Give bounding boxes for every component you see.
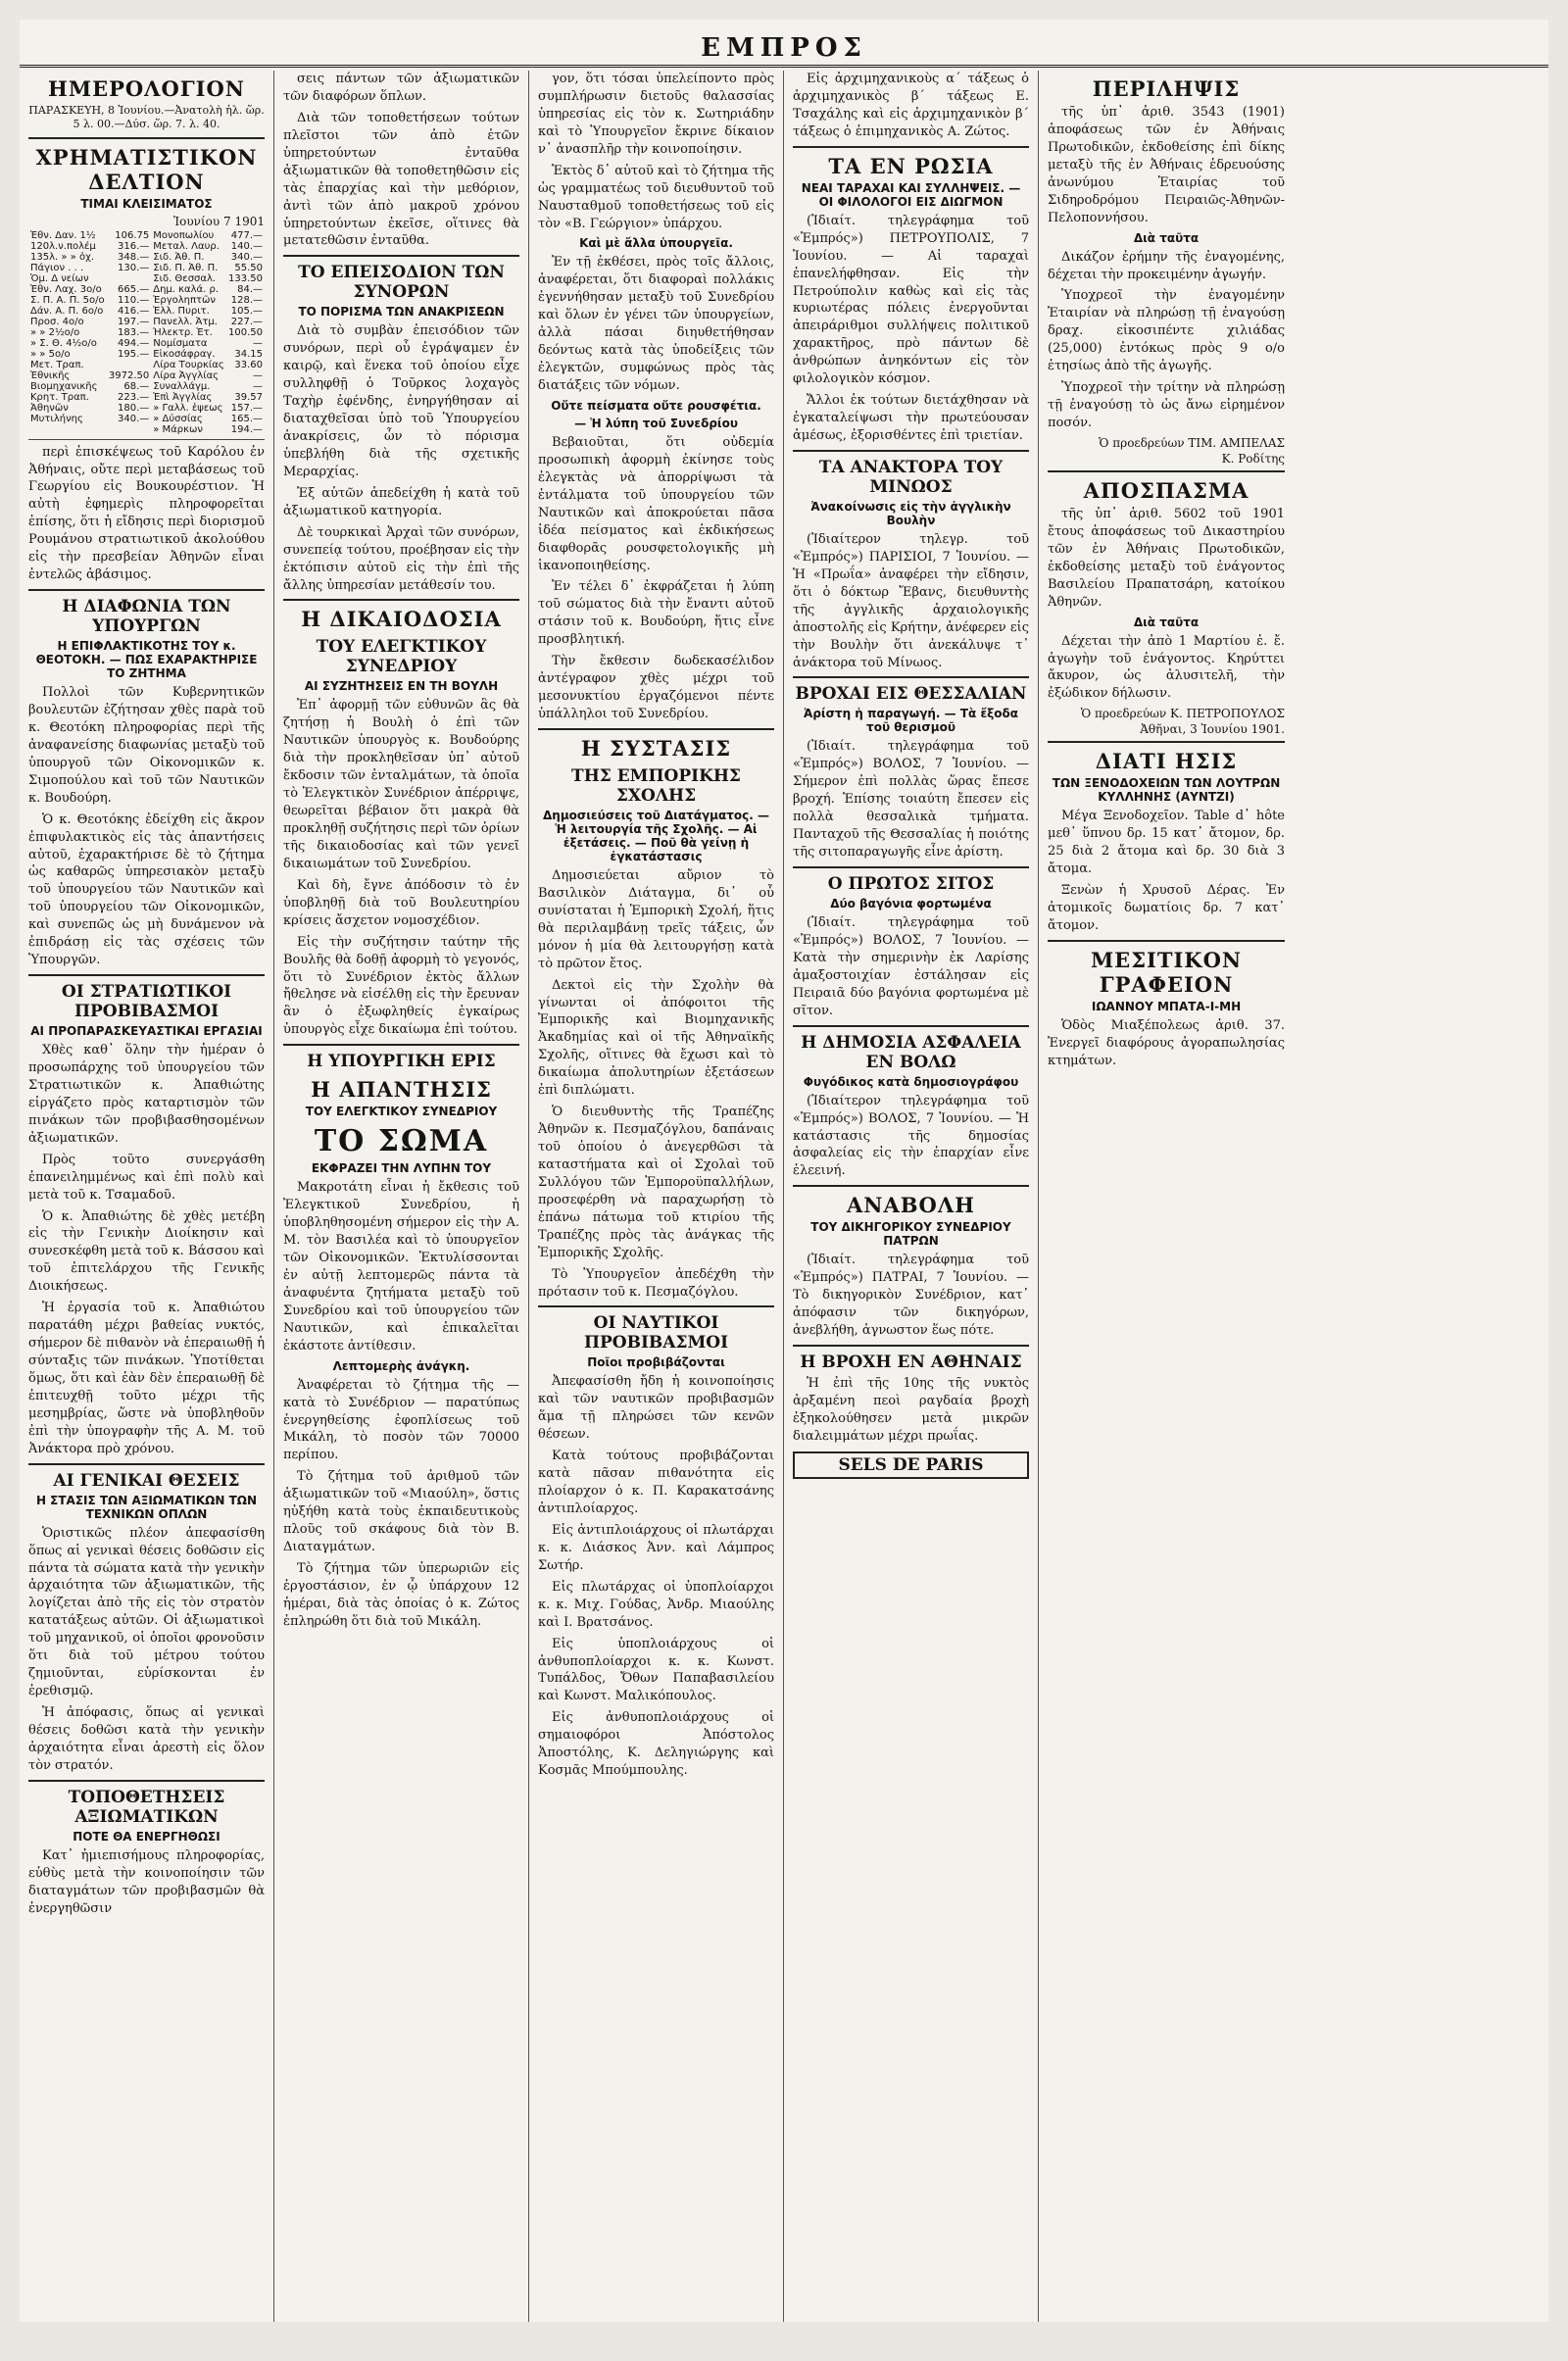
article-title-large: ΤΟ ΣΩΜΑ [314, 1124, 489, 1159]
article-paragraph: Βεβαιοῦται, ὅτι οὐδεμία προσωπικὴ ἀφορμὴ ἐκίνησε τοὺς ἐλεγκτὰς νὰ ἀπορρίψωσι τὰ ἐντάλματα τοῦ ὑπουργείου τῶν Ναυτικῶν καὶ ἀποκρούεται πᾶσα ἰδέα πείσματος καὶ ἐκδικήσεως διαφθορᾶς ρουσφετολογικῆς μὴ ἱκανοποιηθείσης. [538, 434, 774, 573]
market-value: — [253, 369, 263, 381]
divider [793, 1025, 1029, 1027]
article-paragraph: (Ἰδιαίτ. τηλεγράφημα τοῦ «Ἐμπρός») ΠΕΤΡΟΥΠΟΛΙΣ, 7 Ἰουνίου. — Αἱ ταραχαὶ ἐπανελήφθησαν. Εἰς τὴν Πετρούπολιν καθὼς καὶ εἰς τὰς κυριωτέρας πόλεις ἐνεργοῦνται ἀπειράριθμοι συλλήψεις πολιτικοῦ χαρακτῆρος, πρὸ πάντων δὲ ἀνθρώπων ἀνηκόντων εἰς τὸν φιλολογικὸν κόσμον. [793, 213, 1029, 387]
market-label: Πανελλ. Ἀτμ. [153, 316, 218, 327]
section-lead: Καὶ μὲ ἄλλα ὑπουργεῖα. [579, 236, 733, 251]
market-row [28, 414, 265, 424]
article-subtitle: Ἀρίστη ἡ παραγωγή. — Τὰ ἔξοδα τοῦ θερισμοῦ [804, 707, 1018, 735]
article-paragraph: Ἐν τῇ ἐκθέσει, πρὸς τοῖς ἄλλοις, ἀναφέρεται, ὅτι διαφοραὶ πολλάκις ἐγεννήθησαν μεταξὺ τοῦ Συνεδρίου καὶ ὅλων ἐν γένει τῶν ὑπουργείων, ἀλλὰ πάσαι διηυθετήθησαν δεόντως κατὰ τὰς ὑποδείξεις τῶν ἐλεγκτῶν, συμφώνως πρὸς τὰς διατάξεις τῶν νόμων. [538, 255, 774, 393]
article-paragraph: Ἄλλοι ἐκ τούτων διετάχθησαν νὰ ἐγκαταλείψωσι τὴν πρωτεύουσαν ἀμέσως, ἐξορισθέντες ἐπὶ τριετίαν. [793, 393, 1029, 443]
article-paragraph: Ἡ ἐργασία τοῦ κ. Ἀπαθιώτου παρατάθη μέχρι βαθείας νυκτός, σήμερον δὲ πιθανὸν νὰ ἐπεραιωθῇ ἡ σύνταξις τῶν πινάκων. Ὑποτίθεται ὅμως, ὅτι καὶ ἐὰν δὲν ἐπεραιωθῇ δὲ ἐπιτευχθῇ τοῦτο μέχρι τῆς μεσημβρίας, ὥστε νὰ ὑποβληθοῦν ἐπὶ τὴν ὑπογραφὴν τῆς Α. Μ. τοῦ Ἀνάκτορα πρὸ χρόνου. [28, 1301, 265, 1456]
market-label: Σιδ. Θεσσαλ. [153, 272, 217, 284]
market-value: 197.— [117, 316, 150, 327]
market-row [28, 370, 265, 381]
market-row [28, 392, 265, 403]
financial-title: ΧΡΗΜΑΤΙΣΤΙΚΟΝ ΔΕΛΤΙΟΝ [35, 144, 258, 194]
article-paragraph: (Ἰδιαίτερον τηλεγράφημα τοῦ «Ἐμπρός») ΒΟΛΟΣ, 7 Ἰουνίου. — Ἡ κατάστασις τῆς δημοσίας ἀσφαλείας εἰς τὴν ἐπαρχίαν εἶνε ἐλεεινή. [793, 1093, 1029, 1179]
market-row [28, 338, 265, 349]
ad-title: ΔΙΑΤΙ ΗΣΙΣ [1095, 749, 1238, 774]
market-value: 110.— [117, 294, 150, 306]
market-row [28, 230, 265, 241]
notice-signature: Ὁ προεδρεύων ΤΙΜ. ΑΜΠΕΛΑΣ [1099, 435, 1285, 450]
market-value [107, 273, 151, 284]
market-label: Βιομηχανικῆς [30, 380, 98, 392]
notice-paragraph: τῆς ὑπ᾽ ἀριθ. 5602 τοῦ 1901 ἔτους ἀποφάσεως τοῦ Δικαστηρίου τῶν ἐν Ἀθήναις Πρωτοδικῶν, ἐκδοθείσης μεταξὺ τοῦ ἐνάγοντος Βασιλείου Πραπατσάρη, κατοίκου Ἀθηνῶν. [1048, 506, 1285, 610]
article-paragraph: Ὁ κ. Θεοτόκης ἐδείχθη εἰς ἄκρον ἐπιφυλακτικὸς εἰς τὰς ἀπαντήσεις αὐτοῦ, ἐχαρακτήρισε δὲ τὸ ζήτημα ὡς καθαρῶς ὑπηρεσιακὸν μεταξὺ τοῦ ὑπουργείου τῶν Ναυτικῶν καὶ τοῦ ὑπουργείου τῶν Οἰκονομικῶν, καὶ συνεπῶς ὡς μὴ δυνάμενον νὰ ἐπιδράσῃ εἰς τὰς σχέσεις τῶν Ὑπουργῶν. [28, 812, 265, 968]
divider [1048, 741, 1285, 743]
market-value: 477.— [230, 229, 263, 241]
notice-date: Ἀθῆναι, 3 Ἰουνίου 1901. [1140, 722, 1285, 737]
article-subtitle: Φυγόδικος κατὰ δημοσιογράφου [803, 1074, 1019, 1089]
columns [20, 71, 1548, 2322]
market-value: 340.— [230, 251, 263, 263]
calendar-title: ΗΜΕΡΟΛΟΓΙΟΝ [48, 76, 245, 101]
market-label: Μονοπωλίου [153, 229, 215, 241]
divider [283, 599, 519, 601]
article-title: Η ΔΗΜΟΣΙΑ ΑΣΦΑΛΕΙΑ ΕΝ ΒΟΛΩ [801, 1032, 1021, 1072]
article-title: ΑΝΑΒΟΛΗ [847, 1193, 975, 1218]
divider [793, 146, 1029, 148]
market-label: Εἰκοσάφραγ. [153, 348, 216, 360]
market-value: 223.— [117, 391, 150, 403]
notice-paragraph: Δικάζον ἐρήμην τῆς ἐναγομένης, δέχεται τὴν προκειμένην ἀγωγήν. [1048, 249, 1285, 282]
market-label: Ἐργοληπτῶν [153, 294, 216, 306]
market-label: Μετ. Τραπ. [30, 359, 84, 370]
market-label: » Δύσσίας [153, 413, 203, 424]
article-title: Η ΣΥΣΤΑΣΙΣ [580, 735, 732, 761]
article-paragraph: Ἡ ἀπόφασις, ὅπως αἱ γενικαὶ θέσεις δοθῶσι κατὰ τὴν γενικὴν ἀρχαιότητα εἶναι ἀρεστὴ εἰς ὅλον τὸν στρατόν. [28, 1705, 265, 1773]
market-value: 348.— [117, 251, 150, 263]
notice-lead: Διὰ ταῦτα [1133, 230, 1200, 245]
market-value: 227.— [230, 316, 263, 327]
market-value: 157.— [230, 402, 263, 414]
article-paragraph: Μακροτάτη εἶναι ἡ ἔκθεσις τοῦ Ἐλεγκτικοῦ Συνεδρίου, ἡ ὑποβληθησομένη σήμερον εἰς τὴν Α. Μ. τὸν Βασιλέα καὶ τὸ ὑπουργεῖον τῶν Οἰκονομικῶν. Ἐκτυλίσσονται ἐν αὐτῇ λεπτομερῶς πάντα τὰ ἀναφυέντα ζητήματα μεταξὺ τοῦ Συνεδρίου καὶ τοῦ ὑπουργείου τῶν Ναυτικῶν, καὶ ἐπικαλεῖται ἑκάστοτε ἀντίθεσιν. [283, 1180, 519, 1353]
article-paragraph: Εἰς πλωτάρχας οἱ ὑποπλοίαρχοι κ. κ. Μιχ. Γούδας, Ἀνδρ. Μιαούλης καὶ Ι. Βρατσάνος. [538, 1579, 774, 1630]
article-paragraph: (Ἰδιαίτερον τηλεγρ. τοῦ «Ἐμπρός») ΠΑΡΙΣΙΟΙ, 7 Ἰουνίου. — Ἡ «Πρωΐα» ἀναφέρει τὴν εἴδησιν, ὅτι ὁ δόκτωρ Ἔβανς, διευθυντὴς τῆς ἀγγλικῆς ἀρχαιολογικῆς ἀποστολῆς εἰς Κρήτην, ἀνέφερεν εἰς τὴν Βουλὴν ὅτι ἀνεκάλυψε τ᾽ ἀνάκτορα τοῦ Μίνωος. [793, 531, 1029, 670]
article-paragraph: Τὸ Ὑπουργεῖον ἀπεδέχθη τὴν πρότασιν τοῦ κ. Πεσμαζόγλου. [538, 1266, 774, 1300]
article-subtitle: Δημοσιεύσεις τοῦ Διατάγματος. — Ἡ λειτουργία τῆς Σχολῆς. — Αἱ ἐξετάσεις. — Ποῦ θὰ γείνῃ ἡ ἐγκατάστασις [543, 808, 769, 863]
article-paragraph: Ὁ διευθυντὴς τῆς Τραπέζης Ἀθηνῶν κ. Πεσμαζόγλου, δαπάναις τοῦ ὁποίου ὁ ἀνεγερθῶσι τὰ καταστήματα καὶ οἱ Σχολαὶ τοῦ Συλλόγου τῶν Ἐμποροϋπαλλήλων, προσεφέρθη νὰ παραχωρήσῃ τὸ ἐπάνω πάτωμα τοῦ κτιρίου τῆς Τραπέζης πρὸς τὰς ἀνάγκας τῆς Ἐμπορικῆς Σχολῆς. [538, 1105, 774, 1260]
market-value: 34.15 [234, 348, 263, 360]
notice-signature: Κ. Ροδίτης [1221, 451, 1285, 466]
article-title: Η ΑΠΑΝΤΗΣΙΣ [311, 1077, 492, 1103]
market-label: » » 2½ο/ο [30, 326, 80, 338]
market-value: 128.— [230, 294, 263, 306]
market-value: 316.— [117, 240, 150, 252]
divider [283, 255, 519, 257]
divider [1048, 470, 1285, 472]
article-paragraph: Εἰς ὑποπλοιάρχους οἱ ἀνθυποπλοίαρχοι κ. κ. Κωνστ. Τυπάλδος, Ὄθων Παπαβασιλείου καὶ Κωνστ. Μαλικόπουλος. [538, 1636, 774, 1704]
article-paragraph: Εἰς ἀνθυποπλοιάρχους οἱ σημαιοφόροι Ἀπόστολος Ἀποστόλης, Κ. Δεληγιώργης καὶ Κοσμᾶς Μπούμπουλης. [538, 1710, 774, 1779]
notice-signature: Ὁ προεδρεύων Κ. ΠΕΤΡΟΠΟΥΛΟΣ [1080, 707, 1285, 721]
article-title-line2: ΤΗΣ ΕΜΠΟΡΙΚΗΣ ΣΧΟΛΗΣ [571, 765, 741, 806]
article-paragraph: Διὰ τῶν τοποθετήσεων τούτων πλεῖστοι τῶν ἀπὸ ἐτῶν ὑπηρετούντων ἐνταῦθα ἀξιωματικῶν θὰ τοποθετηθῶσιν εἰς τὰς ἐπαρχίας καὶ τὴν μεθόριον, ἀντὶ τῶν ἀπὸ μακροῦ χρόνου ὑπηρετούντων ἐκεῖσε, οἵτινες θὰ μετατεθῶσιν ἐνταῦθα. [283, 110, 519, 249]
market-row [28, 424, 265, 435]
article-title: Η ΔΙΚΑΙΟΔΟΣΙΑ [301, 607, 502, 632]
market-label: Ἐθν. Δαν. 1½ [30, 229, 96, 241]
market-label: Ἐθνικῆς [30, 369, 71, 381]
market-label: Μεταλ. Λαυρ. [153, 240, 220, 252]
market-table [28, 230, 265, 435]
article-subtitle: Δύο βαγόνια φορτωμένα [830, 897, 992, 910]
market-label: Λίρα Ἀγγλίας [153, 369, 220, 381]
column-3 [529, 71, 784, 2322]
article-paragraph: Πολλοὶ τῶν Κυβερνητικῶν βουλευτῶν ἐζήτησαν χθὲς παρὰ τοῦ κ. Θεοτόκη πληροφορίας περὶ τῆς ἀναφανείσης διαφωνίας μεταξὺ τοῦ ὑπουργοῦ τῶν Οἰκονομικῶν κ. Σιμοπούλου καὶ τοῦ τῶν Ναυτικῶν κ. Βουδούρη. [28, 685, 265, 806]
divider [793, 676, 1029, 678]
divider [538, 728, 774, 730]
calendar-line: ΠΑΡΑΣΚΕΥΗ, 8 Ἰουνίου.—Ἀνατολὴ ἡλ. ὥρ. 5 λ. 00.—Δύσ. ὥρ. 7. λ. 40. [28, 104, 265, 131]
market-label: » Γαλλ. ἐψεως [153, 402, 223, 414]
article-paragraph: Εἰς τὴν συζήτησιν ταύτην τῆς Βουλῆς θὰ δοθῇ ἀφορμὴ τὸ γεγονός, ὅτι τὸ Συνέδριον ἐκτὸς ἄλλων ἤθελησε νὰ εἰσέλθῃ εἰς τὴν ἔρευναν ἂν ὁ ἐξωφληθείς ἐγκαίρως ὑπουργὸς εἶχε δικαίωμα ἐπὶ τούτου. [283, 934, 519, 1038]
divider [793, 1345, 1029, 1347]
article-paragraph: Κατὰ τούτους προβιβάζονται κατὰ πᾶσαν πιθανότητα εἰς πλοίαρχον ὁ κ. Π. Καρακατσάνης ἀντιπλοίαρχος. [538, 1449, 774, 1516]
article-paragraph: Εἰς ἀρχιμηχανικοὺς α΄ τάξεως ὁ ἀρχιμηχανικὸς β΄ τάξεως Ε. Τσαχάλης καὶ εἰς ἀρχιμηχανικὸν β΄ τάξεως ὁ ἐπιμηχανικὸς Α. Ζώτος. [793, 72, 1029, 139]
notice-paragraph: Ὑποχρεοῖ τὴν ἐναγομένην Ἑταιρίαν νὰ πληρώσῃ τῇ ἐναγούσῃ δραχ. εἰκοσιπέντε χιλιάδας (25,000) ἐντόκως πρὸς 9 ο/ο ἐτησίως ἀπὸ τῆς ἀγωγῆς. [1048, 288, 1285, 374]
market-row [28, 241, 265, 252]
market-value: 665.— [117, 283, 150, 295]
article-paragraph: Ἡ ἐπὶ τῆς 10ης τῆς νυκτὸς ἀρξαμένη πεοὶ ραγδαία βροχὴ ἐξηκολούθησεν μετὰ μικρῶν διαλειμμάτων μέχρι πρωΐας. [793, 1376, 1029, 1444]
article-subtitle: Η ΣΤΑΣΙΣ ΤΩΝ ΑΞΙΩΜΑΤΙΚΩΝ ΤΩΝ ΤΕΧΝΙΚΩΝ ΟΠΛΩΝ [35, 1493, 258, 1521]
newspaper-page [20, 20, 1548, 2322]
market-value: 183.— [117, 326, 150, 338]
article-paragraph: (Ἰδιαίτ. τηλεγράφημα τοῦ «Ἐμπρός») ΒΟΛΟΣ, 7 Ἰουνίου. — Κατὰ τὴν σημερινὴν ἐκ Λαρίσης ἀμαξοστοιχίαν ἐστάλησαν εἰς Πειραιᾶ δύο βαγόνια φορτωμένα μὲ σῖτον. [793, 915, 1029, 1018]
market-label: Ὁμ. Δ νείων [30, 272, 89, 284]
divider [1048, 940, 1285, 942]
article-title: Η ΥΠΟΥΡΓΙΚΗ ΕΡΙΣ [307, 1052, 496, 1072]
article-paragraph: σεις πάντων τῶν ἀξιωματικῶν τῶν διαφόρων ὅπλων. [283, 72, 519, 104]
market-label: » » 5ο/ο [30, 348, 71, 360]
article-paragraph: Πρὸς τοῦτο συνεργάσθη ἐπανειλημμένως καὶ ἐπὶ πολὺ καὶ μετὰ τοῦ κ. Τσαμαδοῦ. [28, 1152, 265, 1203]
market-value: 195.— [117, 348, 150, 360]
article-title: ΤΑ ΑΝΑΚΤΟΡΑ ΤΟΥ ΜΙΝΩΟΣ [818, 457, 1004, 497]
article-paragraph: Δὲ τουρκικαὶ Ἀρχαὶ τῶν συνόρων, συνεπείᾳ τούτου, προέβησαν εἰς τὴν ἐκτόπισιν αὐτοῦ εἰς τὴν ἐπὶ τῆς ἄλλης ὑπηρεσίαν μετάθεσίν του. [283, 524, 519, 593]
article-paragraph: Διὰ τὸ συμβὰν ἐπεισόδιον τῶν συνόρων, περὶ οὗ ἐγράψαμεν ἐν καιρῷ, καὶ ἕνεκα τοῦ ὁποίου εἶχε συλληφθῇ ὁ Τοῦρκος λοχαγὸς Ταχὴρ ἐφένδης, ἐνηργήθησαν αἱ διαταχθεῖσαι ὑπὸ τοῦ Ὑπουργείου ἀνακρίσεις, ὧν τὸ πόρισμα ὑπεβλήθη διὰ τῆς σχετικῆς Μεραρχίας. [283, 323, 519, 479]
section-lead: Οὔτε πείσματα οὔτε ρουσφέτια. [551, 398, 761, 413]
market-label: Δάν. Α. Π. 6ο/ο [30, 305, 104, 317]
market-value: 133.50 [228, 272, 263, 284]
section-lead: Λεπτομερὴς ἀνάγκη. [332, 1358, 470, 1373]
market-label: » Μάρκων [153, 423, 203, 435]
market-value: 140.— [230, 240, 263, 252]
market-row [28, 273, 265, 284]
divider [283, 1044, 519, 1046]
market-value: 130.— [117, 262, 150, 273]
divider [28, 589, 265, 591]
market-value: 165.— [230, 413, 263, 424]
article-subtitle: ΑΙ ΣΥΖΗΤΗΣΕΙΣ ΕΝ ΤΗ ΒΟΥΛΗ [304, 679, 499, 694]
advertisement: SELS DE PARIS [793, 1451, 1029, 1479]
article-paragraph: Ἐπ᾽ ἀφορμῇ τῶν εὐθυνῶν ἃς θὰ ζητήσῃ ἡ Βουλὴ ὁ ἐπὶ τῶν Ναυτικῶν ὑπουργὸς κ. Βουδούρης διὰ τὴν προκληθεῖσαν ὑπ᾽ αὐτοῦ ἔκδοσιν τῶν ἐνταλμάτων, τὰ ὁποῖα τὸ Ἐλεγκτικὸν Συνέδριον ἀπέρριψε, θεωρεῖται βέβαιον ὅτι μακρὰ θὰ προκληθῇ συζήτησις περὶ τῶν ὁρίων τῆς δικαιοδοσίας καὶ τῶν γενεῖ δικαιωμάτων τοῦ Συνεδρίου. [283, 698, 519, 871]
column-2 [274, 71, 529, 2322]
market-label: » Σ. Θ. 4½ο/ο [30, 337, 97, 349]
market-label: Μυτιλήνης [30, 413, 83, 424]
article-title: ΤΟ ΕΠΕΙΣΟΔΙΟΝ ΤΩΝ ΣΥΝΟΡΩΝ [298, 263, 505, 303]
market-label: Σ. Π. Α. Π. 5ο/ο [30, 294, 105, 306]
market-row [28, 349, 265, 360]
article-paragraph: Ἐκτὸς δ᾽ αὐτοῦ καὶ τὸ ζήτημα τῆς ὡς γραμματέως τοῦ διευθυντοῦ τοῦ Ναυσταθμοῦ τοποθετήσεως τοῦ εἰς τὸν «Β. Γεώργιον» ὑπάρχου. [538, 163, 774, 231]
divider [28, 974, 265, 976]
masthead [20, 20, 1548, 68]
market-label: Πάγιον . . . [30, 262, 84, 273]
divider [793, 1185, 1029, 1187]
article-title: ΤΟΠΟΘΕΤΗΣΕΙΣ ΑΞΙΩΜΑΤΙΚΩΝ [68, 1787, 225, 1827]
market-label: Σιδ. Π. Ἀθ. Π. [153, 262, 219, 273]
market-label: Συναλλάγμ. [153, 380, 211, 392]
market-label: Λίρα Τουρκίας [153, 359, 224, 370]
notice-paragraph: τῆς ὑπ᾽ ἀριθ. 3543 (1901) ἀποφάσεως τῶν ἐν Ἀθήναις Πρωτοδικῶν, ἐκδοθείσης ἐπὶ δίκης μεταξὺ τῆς ἐν Ἀθήναις ἑδρευούσης ἀνωνύμου Ἑταιρίας τοῦ Σιδηροδρόμου Πειραιῶς-Ἀθηνῶν-Πελοποννήσου. [1048, 105, 1285, 225]
article-paragraph: Τὸ ζήτημα τοῦ ἀριθμοῦ τῶν ἀξιωματικῶν τοῦ «Μιαούλη», ὅστις ηὐξήθη κατὰ τοὺς ἐκπαιδευτικοὺς πλοῦς τοῦ σκάφους διὰ τὸν Β. Διαταγμάτων. [283, 1469, 519, 1555]
financial-subtitle: ΤΙΜΑΙ ΚΛΕΙΣΙΜΑΤΟΣ [80, 196, 213, 211]
market-label [28, 424, 107, 435]
article-subtitle: Ἀνακοίνωσις εἰς τὴν ἀγγλικὴν Βουλὴν [810, 499, 1011, 527]
article-title-line2: ΤΟΥ ΕΛΕΓΚΤΙΚΟΥ ΣΥΝΕΔΡΙΟΥ [316, 637, 487, 677]
market-label: Δημ. καλά. ρ. [153, 283, 220, 295]
market-value: 494.— [117, 337, 150, 349]
ad-paragraph: Μέγα Ξενοδοχεῖον. Table d᾽ hôte μεθ᾽ ὕπνου δρ. 15 κατ᾽ ἄτομον, δρ. 25 διὰ 2 ἄτομα καὶ δρ. 30 διὰ 3 ἄτομα. [1048, 809, 1285, 877]
article-paragraph: γον, ὅτι τόσαι ὑπελείποντο πρὸς συμπλήρωσιν διετοῦς θαλασσίας ὑπηρεσίας εἰς τὸν κ. Σωτηριάδην καὶ τὸ Ὑπουργεῖον ἔκρινε δίκαιον ν᾽ ἀνασπλῆρ τὴν κοινοποίησιν. [538, 72, 774, 157]
market-value: 194.— [230, 423, 263, 435]
article-paragraph: Εἰς ἀντιπλοιάρχους οἱ πλωτάρχαι κ. κ. Διάσκος Ἀνν. καὶ Λάμπρος Σωτήρ. [538, 1522, 774, 1573]
market-row [28, 381, 265, 392]
market-label: 120λ.ν.πολέμ [30, 240, 96, 252]
article-paragraph: Ἀπεφασίσθη ἤδη ἡ κοινοποίησις καὶ τῶν ναυτικῶν προβιβασμῶν ἅμα τῇ πληρώσει τῶν κενῶν θέσεων. [538, 1374, 774, 1443]
market-row [28, 306, 265, 317]
article-paragraph: Τὸ ζήτημα τῶν ὑπερωριῶν εἰς ἐργοστάσιον, ἐν ᾧ ὑπάρχουν 12 ἡμέραι, διὰ τὰς ὁποίας ὁ κ. Ζώτος ἐπληρώθη ὅτι διὰ τοῦ Μικάλη. [283, 1561, 519, 1629]
market-value: 100.50 [228, 326, 263, 338]
notice-lead: Διὰ ταῦτα [1133, 615, 1200, 629]
divider [538, 1305, 774, 1307]
article-subtitle: ΤΟ ΠΟΡΙΣΜΑ ΤΩΝ ΑΝΑΚΡΙΣΕΩΝ [298, 305, 505, 320]
section-lead: — Ἡ λύπη τοῦ Συνεδρίου [574, 416, 738, 430]
ad-subtitle: ΙΩΑΝΝΟΥ ΜΠΑΤΑ-Ι-ΜΗ [1091, 999, 1242, 1013]
market-value: 416.— [117, 305, 150, 317]
article-title: ΤΑ ΕΝ ΡΩΣΙΑ [828, 153, 994, 178]
article-paragraph: Δημοσιεύεται αὔριον τὸ Βασιλικὸν Διάταγμα, δι᾽ οὗ συνίσταται ἡ Ἐμπορικὴ Σχολή, ἥτις θὰ περιλαμβάνῃ τρεῖς τάξεις, ὧν μόνον ἡ μία θὰ λειτουργήσῃ κατὰ τὸ πρῶτον ἔτος. [538, 867, 774, 971]
divider [793, 450, 1029, 452]
market-value: 55.50 [234, 262, 263, 273]
market-label: Νομίσματα [153, 337, 208, 349]
article-paragraph: (Ἰδιαίτ. τηλεγράφημα τοῦ «Ἐμπρός») ΒΟΛΟΣ, 7 Ἰουνίου. — Σήμερον ἐπὶ πολλὰς ὥρας ἔπεσε βροχή. Ἐπίσης τοιαύτη ἔπεσεν εἰς πολλὰ θεσσαλικὰ τμήματα. Πανταχοῦ τῆς Θεσσαλίας ἡ ποιότης τῆς σιτοπαραγωγῆς εἶνε ἀρίστη. [793, 739, 1029, 861]
article-paragraph: Καὶ δὴ, ἔγνε ἀπόδοσιν τὸ ἐν ὑποβληθῇ διὰ τοῦ Βουλευτηρίου κρίσεις ἄσχετον νομοσχέδιον. [283, 877, 519, 928]
article-title: Ο ΠΡΩΤΟΣ ΣΙΤΟΣ [827, 874, 995, 894]
financial-date: Ἰουνίου 7 1901 [172, 214, 265, 228]
market-row [28, 403, 265, 414]
market-row [28, 252, 265, 263]
market-value: 106.75 [115, 229, 150, 241]
ad-title: ΜΕΣΙΤΙΚΟΝ ΓΡΑΦΕΙΟΝ [1090, 947, 1243, 997]
notice-paragraph: Ὑποχρεοῖ τὴν τρίτην νὰ πληρώσῃ τῇ ἐναγούσῃ τὸ ὡς ἄνω εἰρημένον ποσόν. [1048, 380, 1285, 430]
article-subtitle: Η ΕΠΙΦΛΑΚΤΙΚΟΤΗΣ ΤΟΥ κ. ΘΕΟΤΟΚΗ. — ΠΩΣ ΕΧΑΡΑΚΤΗΡΙΣΕ ΤΟ ΖΗΤΗΜΑ [35, 639, 258, 681]
article-paragraph: Ἀναφέρεται τὸ ζήτημα τῆς — κατὰ τὸ Συνέδριον — παρατύπως ἐνεργηθείσης ἐφοπλίσεως τοῦ Μικάλη, τὸ ποσὸν τῶν 70000 περίπου. [283, 1377, 519, 1463]
market-row [28, 263, 265, 273]
market-row [28, 317, 265, 327]
market-label: Ἐλλ. Πυριτ. [153, 305, 210, 317]
ad-paragraph: Ὁδὸς Μιαξέπολεως ἀριθ. 37. Ἐνεργεῖ διαφόρους ἀγοραπωλησίας κτημάτων. [1048, 1017, 1285, 1068]
notice-paragraph: Δέχεται τὴν ἀπὸ 1 Μαρτίου ἐ. ἔ. ἀγωγὴν τοῦ ἐνάγοντος. Κηρύττει ἄκυρον, ὡς ἀλυσιτελῆ, τὴν ἐξώδικον δήλωσιν. [1048, 633, 1285, 702]
article-subtitle: ΤΟΥ ΕΛΕΓΚΤΙΚΟΥ ΣΥΝΕΔΡΙΟΥ [305, 1105, 498, 1119]
market-row [28, 327, 265, 338]
market-value [107, 424, 151, 435]
market-row [28, 295, 265, 306]
article-subtitle: ΑΙ ΠΡΟΠΑΡΑΣΚΕΥΑΣΤΙΚΑΙ ΕΡΓΑΣΙΑΙ [30, 1024, 263, 1039]
article-paragraph: Χθὲς καθ᾽ ὅλην τὴν ἡμέραν ὁ προσωπάρχης τοῦ ὑπουργείου τῶν Στρατιωτικῶν κ. Ἀπαθιώτης εἰργάζετο πρὸς καταρτισμὸν τῶν πινάκων τῶν προβιβασθησομένων ἀξιωματικῶν. [28, 1043, 265, 1146]
notice-title: ΠΕΡΙΛΗΨΙΣ [1092, 76, 1241, 101]
article-paragraph: Δεκτοὶ εἰς τὴν Σχολὴν θὰ γίνωνται οἱ ἀπόφοιτοι τῆς Ἐμπορικῆς καὶ Βιομηχανικῆς Ἀκαδημίας καὶ οἱ τῆς Ἀθηναϊκῆς Σχολῆς, οἵτινες θὰ ἔχωσι καὶ τὸ δικαίωμα ἀπολυτηρίων ἐξετάσεων ἐπὶ διπλώματι. [538, 977, 774, 1099]
market-label: Σιδ. Ἀθ. Π. [153, 251, 205, 263]
divider [793, 866, 1029, 868]
article-paragraph: (Ἰδιαίτ. τηλεγράφημα τοῦ «Ἐμπρός») ΠΑΤΡΑΙ, 7 Ἰουνίου. — Τὸ δικηγορικὸν Συνέδριον, κατ᾽ ἀπόφασιν τῶν δικηγόρων, ἀνεβλήθη, ἀγνωστον ἕως πότε. [793, 1253, 1029, 1339]
market-value: 180.— [117, 402, 150, 414]
article-paragraph: Κατ᾽ ἡμιεπισήμους πληροφορίας, εὐθὺς μετὰ τὴν κοινοποίησιν τῶν διαταγμάτων τῶν προβιβασμῶν θὰ ἐνεργηθῶσιν [28, 1847, 265, 1916]
divider [28, 137, 265, 139]
market-row [28, 284, 265, 295]
market-label: 135λ. » » ὀχ. [30, 251, 95, 263]
column-4 [784, 71, 1039, 2322]
article-subtitle: ΠΟΤΕ ΘΑ ΕΝΕΡΓΗΘΩΣΙ [73, 1829, 220, 1844]
market-value: — [253, 337, 263, 349]
article-subtitle: ΝΕΑΙ ΤΑΡΑΧΑΙ ΚΑΙ ΣΥΛΛΗΨΕΙΣ. — ΟΙ ΦΙΛΟΛΟΓΟΙ ΕΙΣ ΔΙΩΓΜΟΝ [801, 180, 1021, 209]
article-title: Η ΒΡΟΧΗ ΕΝ ΑΘΗΝΑΙΣ [800, 1353, 1022, 1372]
market-row [28, 360, 265, 370]
column-1 [20, 71, 274, 2322]
market-label: Ἠλεκτρ. Ἑτ. [153, 326, 213, 338]
market-label: Ἐθν. Λαχ. 3ο/ο [30, 283, 102, 295]
ad-paragraph: Ξενὼν ἡ Χρυσοῦ Δέρας. Ἐν ἀτομικοῖς δωματίοις δρ. 7 κατ᾽ ἄτομον. [1048, 883, 1285, 933]
divider [28, 1780, 265, 1782]
notice-title: ΑΠΟΣΠΑΣΜΑ [1083, 477, 1250, 503]
article-paragraph: Ὁ κ. Ἀπαθιώτης δὲ χθὲς μετέβη εἰς τὴν Γενικὴν Διοίκησιν καὶ συνεσκέφθη μετὰ τοῦ κ. Βάσσου καὶ τοῦ ἐπιτελάρχου τῆς Γενικῆς Διοικήσεως. [28, 1208, 265, 1295]
article-title: Η ΔΙΑΦΩΝΙΑ ΤΩΝ ΥΠΟΥΡΓΩΝ [62, 597, 231, 637]
masthead-title: ΕΜΠΡΟΣ [701, 33, 867, 63]
article-paragraph: Ὁριστικῶς πλέον ἀπεφασίσθη ὅπως αἱ γενικαὶ θέσεις δοθῶσιν εἰς πάντα τὰ σώματα κατὰ τὴν γενικὴν ἀρχαιότητα τῶν ἀξιωματικῶν, τῆς λογίζεται ἀπὸ τῆς εἰς τὸν στρατὸν κατατάξεως αὐτῶν. Οἱ ἀξιωματικοὶ τοῦ μηχανικοῦ, οἱ ὁποῖοι φρονοῦσιν ὅτι διὰ τοῦ μέτρου τούτου ζημιοῦνται, εὑρίσκονται ἐν ἐρεθισμῷ. [28, 1525, 265, 1699]
market-value: 33.60 [234, 359, 263, 370]
divider [28, 1463, 265, 1465]
article-title: ΟΙ ΝΑΥΤΙΚΟΙ ΠΡΟΒΙΒΑΣΜΟΙ [583, 1313, 729, 1353]
market-value: 39.57 [234, 391, 263, 403]
market-label: Προσ. 4ο/ο [30, 316, 84, 327]
article-title: ΑΙ ΓΕΝΙΚΑΙ ΘΕΣΕΙΣ [53, 1470, 240, 1491]
article-subtitle: ΤΟΥ ΔΙΚΗΓΟΡΙΚΟΥ ΣΥΝΕΔΡΙΟΥ ΠΑΤΡΩΝ [810, 1220, 1011, 1249]
market-value: 340.— [117, 413, 150, 424]
market-label: Ἀθηνῶν [30, 402, 69, 414]
article-paragraph: Ἐξ αὐτῶν ἀπεδείχθη ἡ κατὰ τοῦ ἀξιωματικοῦ κατηγορία. [283, 485, 519, 518]
market-label: Κρητ. Τραπ. [30, 391, 89, 403]
market-value: 68.— [123, 380, 150, 392]
market-value: 84.— [237, 283, 263, 295]
column-5 [1039, 71, 1294, 2322]
market-value: 3972.50 [108, 369, 150, 381]
divider [28, 439, 265, 440]
ad-subtitle: ΤΩΝ ΞΕΝΟΔΟΧΕΙΩΝ ΤΩΝ ΛΟΥΤΡΩΝ ΚΥΛΛΗΝΗΣ (ΑΥΝΤΖΙ) [1052, 776, 1281, 805]
article-paragraph: Ἐν τέλει δ᾽ ἐκφράζεται ἡ λύπη τοῦ σώματος διὰ τὴν ἔναντι αὐτοῦ στάσιν τοῦ κ. Βουδούρη, ἥτις εἶνε προσβλητική. [538, 579, 774, 648]
market-note: περὶ ἐπισκέψεως τοῦ Καρόλου ἐν Ἀθήναις, οὔτε περὶ μεταβάσεως τοῦ Γεωργίου εἰς Βουκουρέστιον. Ἡ αὐτὴ ἐφημερὶς πληροφορεῖται ἐπίσης, ὅτι ἡ εἴδησις περὶ διορισμοῦ Ρουμάνου στρατιωτικοῦ ἀκολούθου εἰς τὴν πρεσβείαν Ἀθηνῶν εἶναι ἐντελῶς ἀβάσιμος. [28, 444, 265, 583]
market-value: — [253, 380, 263, 392]
market-label: Ἐπὶ Ἀγγλίας [153, 391, 213, 403]
article-subtitle: ΕΚΦΡΑΖΕΙ ΤΗΝ ΛΥΠΗΝ ΤΟΥ [311, 1161, 492, 1176]
article-subtitle: Ποῖοι προβιβάζονται [587, 1355, 725, 1370]
article-paragraph: Τὴν ἔκθεσιν δωδεκασέλιδον ἀντέγραφον χθὲς μέχρι τοῦ μεσονυκτίου ἐργαζόμενοι πέντε ὑπάλληλοι τοῦ Συνεδρίου. [538, 654, 774, 721]
article-title: ΟΙ ΣΤΡΑΤΙΩΤΙΚΟΙ ΠΡΟΒΙΒΑΣΜΟΙ [61, 982, 232, 1022]
market-value: 105.— [230, 305, 263, 317]
article-title: ΒΡΟΧΑΙ ΕΙΣ ΘΕΣΣΑΛΙΑΝ [795, 684, 1027, 705]
market-value [107, 360, 151, 370]
